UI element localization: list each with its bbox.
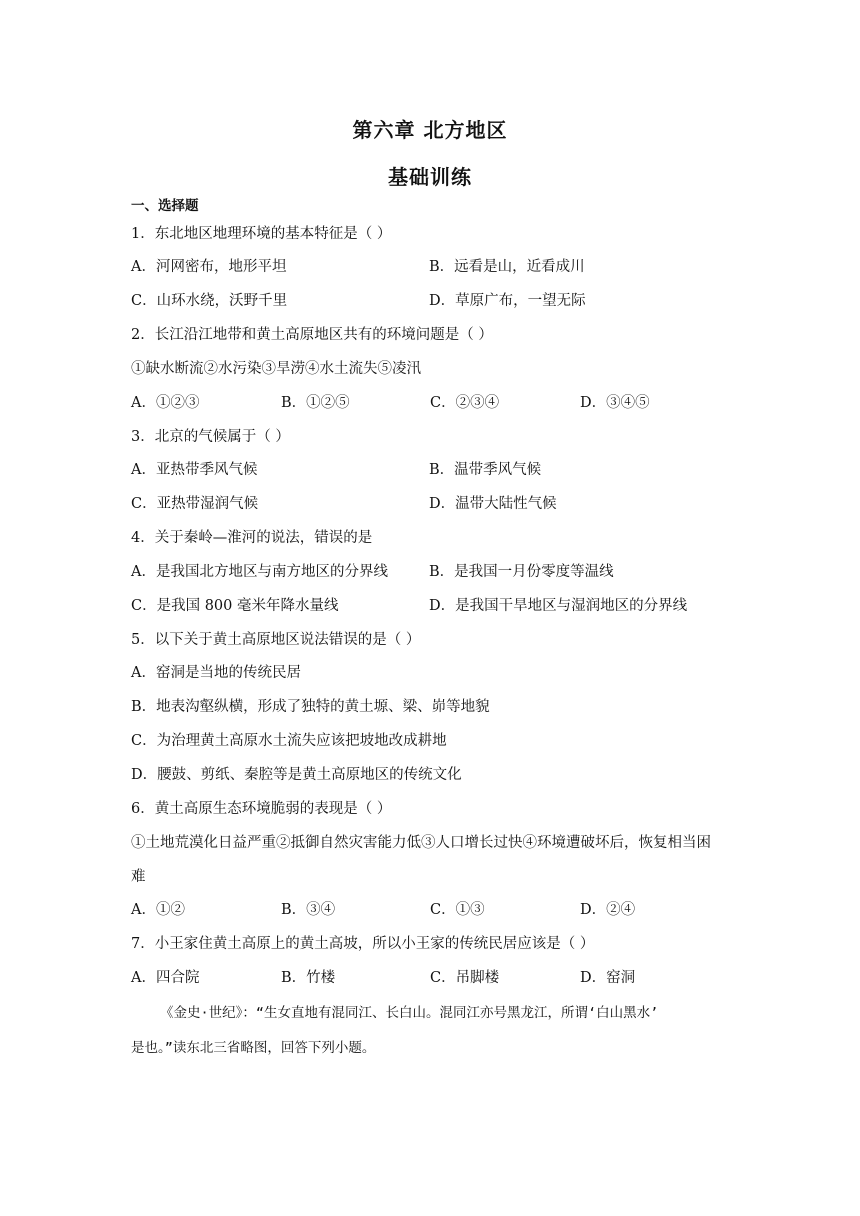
q5-option-b: B．地表沟壑纵横，形成了独特的黄土塬、梁、峁等地貌 (131, 699, 490, 715)
q6-items-line-1: ①土地荒漠化日益严重②抵御自然灾害能力低③人口增长过快④环境遭破坏后，恢复相当困 (131, 835, 711, 851)
q6-option-b: B．③④ (281, 902, 336, 918)
passage-line-1: 《金史·世纪》：“生女直地有混同江、长白山。混同江亦号黑龙江，所谓‘白山黑水’ (160, 1005, 659, 1021)
q3-stem: 3．北京的气候属于（ ） (131, 429, 290, 445)
q1-option-d: D．草原广布，一望无际 (429, 293, 586, 309)
passage-line-2: 是也。”读东北三省略图，回答下列小题。 (131, 1040, 376, 1056)
q3-option-d: D．温带大陆性气候 (429, 496, 557, 512)
q4-stem: 4．关于秦岭—淮河的说法，错误的是 (131, 530, 373, 546)
q1-option-b: B．远看是山，近看成川 (429, 259, 585, 275)
q4-option-a: A．是我国北方地区与南方地区的分界线 (131, 564, 388, 580)
q2-option-b: B．①②⑤ (281, 395, 350, 411)
q2-items: ①缺水断流②水污染③旱涝④水土流失⑤凌汛 (131, 361, 421, 377)
q3-option-b: B．温带季风气候 (429, 462, 542, 478)
q1-option-c: C．山环水绕，沃野千里 (131, 293, 288, 309)
q2-option-a: A．①②③ (131, 395, 200, 411)
q7-option-b: B．竹楼 (281, 970, 336, 986)
q5-option-c: C．为治理黄土高原水土流失应该把坡地改成耕地 (131, 733, 447, 749)
section-heading: 一、选择题 (131, 198, 199, 214)
q3-option-a: A．亚热带季风气候 (131, 462, 258, 478)
q7-option-a: A．四合院 (131, 970, 200, 986)
q6-option-a: A．①② (131, 902, 185, 918)
q6-items-line-2: 难 (131, 869, 146, 885)
q3-option-c: C．亚热带湿润气候 (131, 496, 259, 512)
q7-option-c: C．吊脚楼 (430, 970, 500, 986)
q4-option-d: D．是我国干旱地区与湿润地区的分界线 (429, 598, 688, 614)
q6-option-d: D．②④ (580, 902, 636, 918)
subtitle: 基础训练 (388, 165, 472, 189)
q4-option-b: B．是我国一月份零度等温线 (429, 564, 614, 580)
q5-stem: 5．以下关于黄土高原地区说法错误的是（ ） (131, 632, 421, 648)
q2-stem: 2．长江沿江地带和黄土高原地区共有的环境问题是（ ） (131, 327, 493, 343)
q5-option-a: A．窑洞是当地的传统民居 (131, 665, 301, 681)
q5-option-d: D．腰鼓、剪纸、秦腔等是黄土高原地区的传统文化 (131, 767, 462, 783)
q2-option-d: D．③④⑤ (580, 395, 650, 411)
q7-option-d: D．窑洞 (580, 970, 636, 986)
q4-option-c: C．是我国 800 毫米年降水量线 (131, 598, 339, 614)
q1-stem: 1．东北地区地理环境的基本特征是（ ） (131, 226, 392, 242)
q6-stem: 6．黄土高原生态环境脆弱的表现是（ ） (131, 801, 392, 817)
q7-stem: 7．小王家住黄土高原上的黄土高坡，所以小王家的传统民居应该是（ ） (131, 936, 595, 952)
q1-option-a: A．河网密布，地形平坦 (131, 259, 287, 275)
chapter-title: 第六章 北方地区 (352, 118, 508, 142)
q6-option-c: C．①③ (430, 902, 485, 918)
q2-option-c: C．②③④ (430, 395, 500, 411)
